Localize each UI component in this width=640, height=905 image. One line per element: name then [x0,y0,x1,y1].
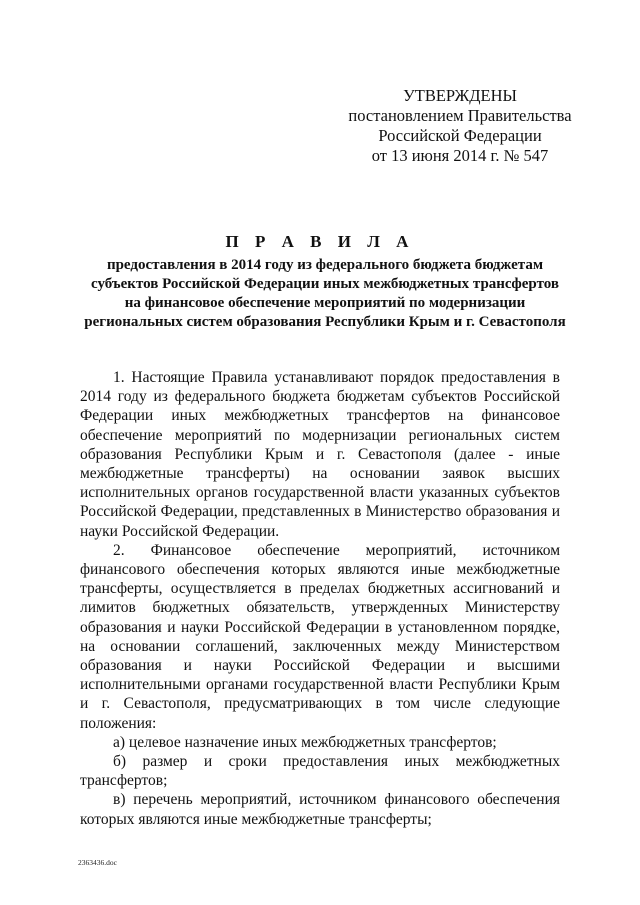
document-body [80,368,560,829]
document-title: П Р А В И Л А [225,232,415,251]
approval-stamp [340,86,580,166]
paragraph-item-c: в) перечень мероприятий, источником финансового обеспечения которых являются иные межбюджетные трансферты; [80,791,560,828]
paragraph-item-a: а) целевое назначение иных межбюджетных трансфертов; [113,733,497,751]
approval-line-resolution: постановлением Правительства [348,106,572,125]
subtitle-line: на финансовое обеспечение мероприятий по модернизации [124,295,526,311]
footer-file-code: 2363436.doc [78,858,117,867]
subtitle-line: предоставления в 2014 году из федерального бюджета бюджетам [106,257,544,273]
document-subtitle [60,256,590,332]
paragraph-2: 2. Финансовое обеспечение мероприятий, источником финансового обеспечения которых являются иные межбюджетные трансферты, осуществляется в пределах бюджетных ассигнований и лимитов бюджетных обязательств, утвержденных Министерству образования и науки Российской Федерации в установленном порядке, на основании соглашений, заключенных между Министерством образования и науки Российской Федерации и высшими исполнительными органами государственной власти Республики Крым и г. Севастополя, предусматривающих в том числе следующие положения: [80,541,560,732]
approval-line-federation: Российской Федерации [378,126,542,145]
approval-heading: УТВЕРЖДЕНЫ [403,86,517,105]
paragraph-item-b: б) размер и сроки предоставления иных межбюджетных трансфертов; [80,753,560,790]
approval-line-date-number: от 13 июня 2014 г. № 547 [371,146,549,165]
subtitle-line: субъектов Российской Федерации иных межбюджетных трансфертов [91,276,559,292]
subtitle-line: региональных систем образования Республики Крым и г. Севастополя [84,314,566,330]
paragraph-1: 1. Настоящие Правила устанавливают порядок предоставления в 2014 году из федерального бюджета бюджетам субъектов Российской Федерации иных межбюджетных трансфертов на финансовое обеспечение мероприятий по модернизации региональных систем образования Республики Крым и г. Севастополя (далее - иные межбюджетные трансферты) на основании заявок высших исполнительных органов государственной власти указанных субъектов Российской Федерации, представленных в Министерство образования и науки Российской Федерации. [80,369,560,540]
